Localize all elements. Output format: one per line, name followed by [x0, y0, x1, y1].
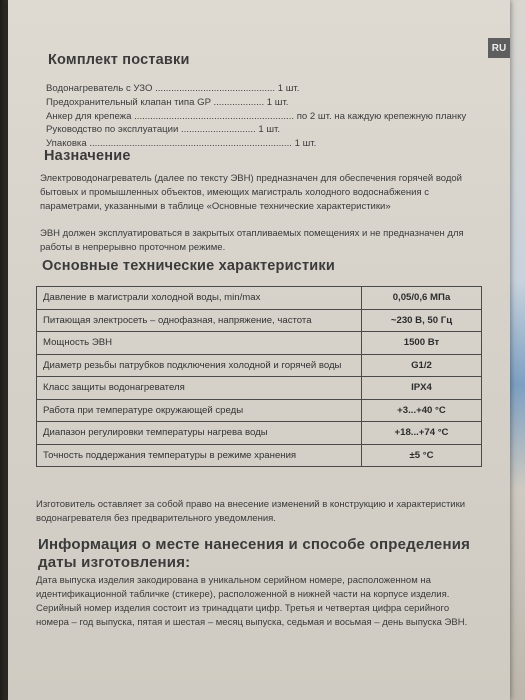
spec-param: Работа при температуре окружающей среды — [37, 399, 362, 422]
spec-param: Диапазон регулировки температуры нагрева воды — [37, 422, 362, 445]
kit-title: Комплект поставки — [48, 52, 190, 68]
spec-param: Питающая электросеть – однофазная, напряжение, частота — [37, 309, 362, 332]
specs-title: Основные технические характеристики — [42, 258, 335, 274]
spec-value: 1500 Вт — [362, 332, 482, 355]
spec-value: ±5 °C — [362, 444, 482, 467]
spec-value: G1/2 — [362, 354, 482, 377]
table-row — [37, 332, 482, 355]
spec-value: +3...+40 °C — [362, 399, 482, 422]
manual-page — [8, 0, 510, 700]
spec-value: +18...+74 °C — [362, 422, 482, 445]
table-row — [37, 399, 482, 422]
spec-value: 0,05/0,6 МПа — [362, 287, 482, 310]
spec-param: Диаметр резьбы патрубков подключения холодной и горячей воды — [37, 354, 362, 377]
spec-value: ~230 В, 50 Гц — [362, 309, 482, 332]
kit-item: Предохранительный клапан типа GP ................... 1 шт. — [46, 96, 289, 108]
table-row — [37, 309, 482, 332]
kit-list — [46, 82, 476, 151]
purpose-paragraph-2: ЭВН должен эксплуатироваться в закрытых отапливаемых помещениях и не предназначен для работы в непрерывно проточном режиме. — [40, 228, 464, 253]
kit-item: Анкер для крепежа ............................................................ по 2 шт. на каждую крепежную планку — [46, 110, 467, 122]
table-row — [37, 444, 482, 467]
purpose-paragraph-1: Электроводонагреватель (далее по тексту ЭВН) предназначен для обеспечения горячей водой бытовых и промышленных объектов, имеющих магистраль холодного водоснабжения с параметрами, указанными в таблице «Основные технические характеристики» — [40, 173, 462, 212]
spec-param: Давление в магистрали холодной воды, min/max — [37, 287, 362, 310]
spec-param: Мощность ЭВН — [37, 332, 362, 355]
table-row — [37, 287, 482, 310]
spec-param: Класс защиты водонагревателя — [37, 377, 362, 400]
specs-table — [36, 286, 482, 467]
table-row — [37, 422, 482, 445]
spec-param: Точность поддержания температуры в режиме хранения — [37, 444, 362, 467]
kit-item: Упаковка ............................................................................ 1 шт. — [46, 138, 317, 150]
info-title: Информация о месте нанесения и способе определения даты изготовления: — [38, 536, 471, 571]
spec-value: IPX4 — [362, 377, 482, 400]
kit-item: Руководство по эксплуатации ............................ 1 шт. — [46, 124, 281, 136]
info-paragraph: Дата выпуска изделия закодирована в уникальном серийном номере, расположенном на идентификационной табличке (стикере), расположенной в нижней части на корпусе изделия. Серийный номер изделия состоит из тринадцати цифр. Третья и четвертая цифра серийного номера – год выпуска, пятая и шестая – месяц выпуска, седьмая и восьмая – день выпуска ЭВН. — [36, 575, 468, 628]
specs-note: Изготовитель оставляет за собой право на внесение изменений в конструкцию и характеристики водонагревателя без предварительного уведомления. — [36, 499, 466, 524]
purpose-title: Назначение — [44, 148, 131, 164]
kit-item: Водонагреватель с УЗО ............................................. 1 шт. — [46, 83, 300, 94]
table-row — [37, 354, 482, 377]
table-row — [37, 377, 482, 400]
language-tab: RU — [488, 38, 510, 58]
